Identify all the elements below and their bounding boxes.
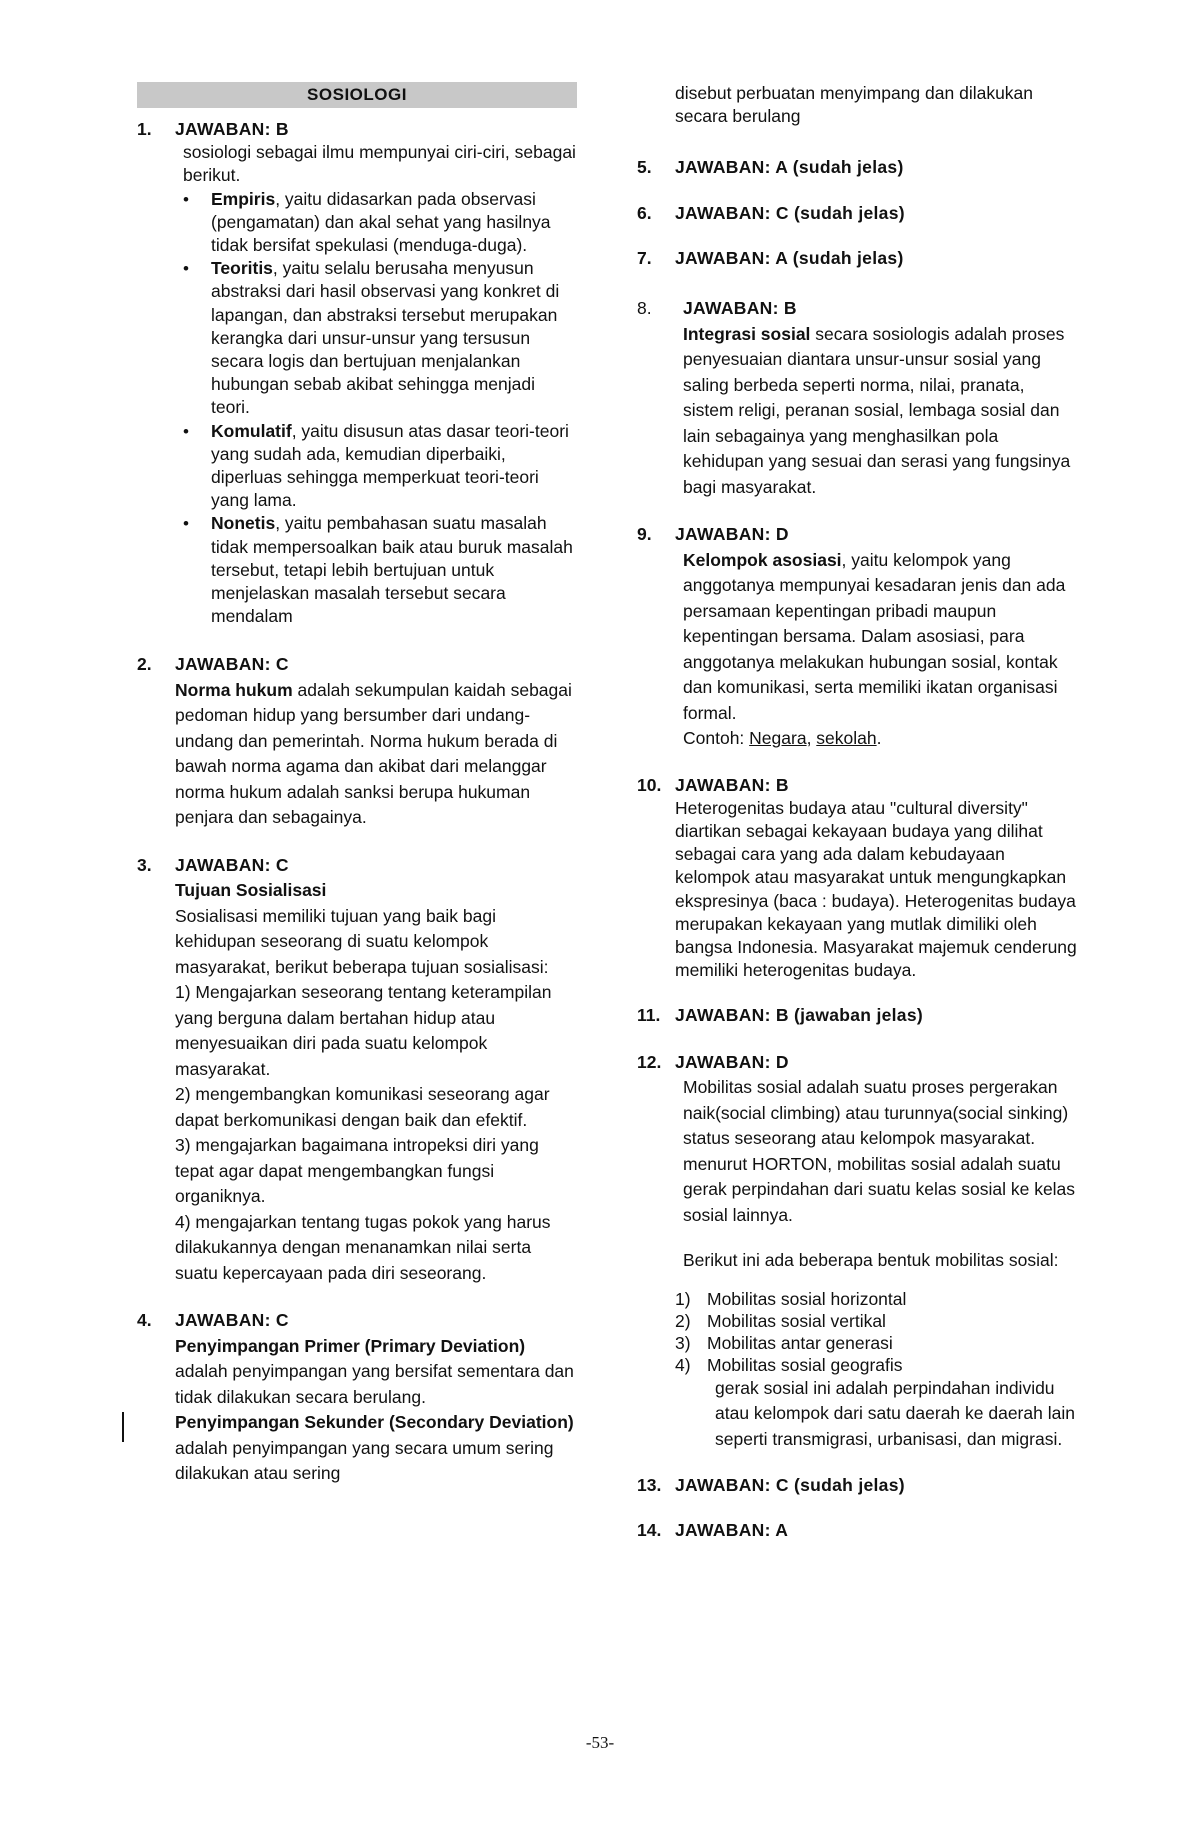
question-number: 14. [637, 1520, 662, 1541]
question-number: 7. [637, 247, 652, 268]
question-6 [637, 202, 1077, 225]
question-3 [137, 853, 577, 1287]
question-8 [637, 296, 1077, 500]
paragraph: Penyimpangan Primer (Primary Deviation) adalah penyimpangan yang bersifat sementara dan tidak dilakukan secara berulang. [175, 1335, 574, 1407]
page-number: -53- [585, 1733, 615, 1752]
question-4-continuation: disebut perbuatan menyimpang dan dilakukan secara berulang [675, 83, 1034, 127]
characteristics-list [175, 188, 577, 629]
answer-label: JAWABAN: B [175, 119, 289, 139]
right-column [637, 82, 1077, 1564]
explanation: Norma hukum adalah sekumpulan kaidah sebagai pedoman hidup yang bersumber dari undang-undang dan pemerintah. Norma hukum berada di bawah norma agama dan akibat dari melanggar norma hukum adalah sanksi berupa hukuman penjara dan sebagainya. [175, 679, 572, 828]
paragraph: 3) mengajarkan bagaimana intropeksi diri yang tepat agar dapat mengembangkan fungsi organiknya. [175, 1135, 539, 1207]
question-13 [637, 1474, 1077, 1497]
answer-label: JAWABAN: D [675, 524, 789, 545]
question-7 [637, 247, 1077, 270]
question-9 [637, 522, 1077, 752]
paragraph: 1) Mengajarkan seseorang tentang keterampilan yang berguna dalam bertahan hidup atau menyesuaikan diri pada suatu kelompok masyarakat. [175, 982, 552, 1079]
question-number: 2. [137, 654, 152, 675]
answer-label: JAWABAN: C (sudah jelas) [675, 202, 905, 223]
answer-label: JAWABAN: B (jawaban jelas) [675, 1005, 923, 1026]
list-item: • Teoritis, yaitu selalu berusaha menyusun abstraksi dari hasil observasi yang konkret di lapangan, dan abstraksi tersebut merupakan kerangka dari unsur-unsur yang tersusun secara logis dan bertujuan menjalankan hubungan sebab akibat sehingga menjadi teori. [211, 257, 577, 419]
question-2 [137, 652, 577, 831]
section-header: SOSIOLOGI [137, 82, 577, 108]
explanation: Heterogenitas budaya atau "cultural diversity" diartikan sebagai kekayaan budaya yang dilihat sebagai cara yang ada dalam kebudayaan kelompok atau masyarakat untuk mengungkapkan ekspresinya (baca : budaya). Heterogenitas budaya merupakan kekayaan yang mutlak dimiliki oleh bangsa Indonesia. Masyarakat majemuk cenderung memiliki heterogenitas budaya. [675, 797, 1077, 981]
answer-label: JAWABAN: A (sudah jelas) [675, 247, 904, 268]
answer-label: JAWABAN: C (sudah jelas) [675, 1475, 905, 1496]
question-number: 6. [637, 202, 652, 223]
list-item: • Empiris, yaitu didasarkan pada observasi (pengamatan) dan akal sehat yang hasilnya tidak bersifat spekulasi (menduga-duga). [211, 188, 577, 258]
list-item: 2) Mobilitas sosial vertikal [675, 1310, 886, 1331]
paragraph: Berikut ini ada beberapa bentuk mobilitas sosial: [683, 1250, 1059, 1271]
paragraph: Penyimpangan Sekunder (Secondary Deviation) adalah penyimpangan yang secara umum sering dilakukan atau sering [175, 1412, 574, 1484]
answer-label: JAWABAN: B [675, 774, 789, 795]
explanation: Integrasi sosial secara sosiologis adalah proses penyesuaian diantara unsur-unsur sosial yang saling berbeda seperti norma, nilai, pranata, sistem religi, peranan sosial, lembaga sosial dan lain sebagainya yang menghasilkan pola kehidupan yang sesuai dan serasi yang fungsinya bagi masyarakat. [683, 323, 1071, 497]
question-number: 13. [637, 1475, 662, 1496]
question-14 [637, 1519, 1077, 1542]
question-5 [637, 156, 1077, 179]
explanation: Kelompok asosiasi, yaitu kelompok yang anggotanya mempunyai kesadaran jenis dan ada persamaan kepentingan pribadi maupun kepentingan bersama. Dalam asosiasi, para anggotanya melakukan hubungan sosial, kontak dan komunikasi, serta memiliki ikatan organisasi formal. [683, 549, 1066, 723]
answer-label: JAWABAN: C [175, 654, 289, 675]
question-number: 10. [637, 774, 662, 795]
example-line: Contoh: Negara, sekolah. [683, 728, 882, 749]
example-link: Negara [749, 728, 807, 749]
question-10 [637, 774, 1077, 983]
paragraph: Sosialisasi memiliki tujuan yang baik bagi kehidupan seseorang di suatu kelompok masyarakat, berikut beberapa tujuan sosialisasi: [175, 905, 549, 977]
question-number: 1. [137, 119, 152, 139]
question-number: 3. [137, 854, 152, 875]
question-number: 4. [137, 1310, 152, 1331]
question-number: 12. [637, 1051, 662, 1072]
list-item: 3) Mobilitas antar generasi [675, 1332, 893, 1353]
question-12 [637, 1050, 1077, 1453]
margin-bar-mark [122, 1412, 124, 1442]
geographic-note: gerak sosial ini adalah perpindahan individu atau kelompok dari satu daerah ke daerah lain seperti transmigrasi, urbanisasi, dan migrasi. [715, 1377, 1075, 1449]
list-item: • Komulatif, yaitu disusun atas dasar teori-teori yang sudah ada, kemudian diperbaiki, diperluas sehingga memperkuat teori-teori yang lama. [211, 420, 577, 513]
example-link: sekolah [816, 728, 877, 749]
answer-label: JAWABAN: A [675, 1520, 789, 1541]
answer-label: JAWABAN: D [675, 1051, 789, 1072]
question-number: 8. [637, 298, 652, 319]
paragraph: 2) mengembangkan komunikasi seseorang agar dapat berkomunikasi dengan baik dan efektif. [175, 1084, 550, 1130]
list-item: 4) Mobilitas sosial geografis [675, 1354, 903, 1375]
question-number: 5. [637, 157, 652, 178]
answer-label: JAWABAN: C [175, 1310, 289, 1331]
question-4 [137, 1308, 577, 1487]
answer-label: JAWABAN: A (sudah jelas) [675, 157, 904, 178]
list-item: 1) Mobilitas sosial horizontal [675, 1288, 907, 1309]
question-11 [637, 1004, 1077, 1027]
intro-text: sosiologi sebagai ilmu mempunyai ciri-ciri, sebagai berikut. [183, 142, 576, 186]
question-1 [137, 118, 577, 628]
paragraph: Mobilitas sosial adalah suatu proses pergerakan naik(social climbing) atau turunnya(social sinking) status seseorang atau kelompok masyarakat. [683, 1077, 1069, 1149]
question-number: 9. [637, 524, 652, 545]
question-number: 11. [637, 1005, 661, 1026]
section-heading: Tujuan Sosialisasi [175, 880, 327, 901]
paragraph: menurut HORTON, mobilitas sosial adalah suatu gerak perpindahan dari suatu kelas sosial ke kelas sosial lainnya. [683, 1153, 1076, 1225]
paragraph: 4) mengajarkan tentang tugas pokok yang harus dilakukannya dengan menanamkan nilai serta suatu kepercayaan pada diri seseorang. [175, 1211, 551, 1283]
answer-label: JAWABAN: C [175, 854, 289, 875]
answer-label: JAWABAN: B [683, 298, 797, 319]
left-column [137, 82, 577, 1509]
list-item: • Nonetis, yaitu pembahasan suatu masalah tidak mempersoalkan baik atau buruk masalah tersebut, tetapi lebih bertujuan untuk menjelaskan masalah tersebut secara mendalam [211, 512, 577, 628]
mobility-types-list [675, 1288, 1077, 1376]
